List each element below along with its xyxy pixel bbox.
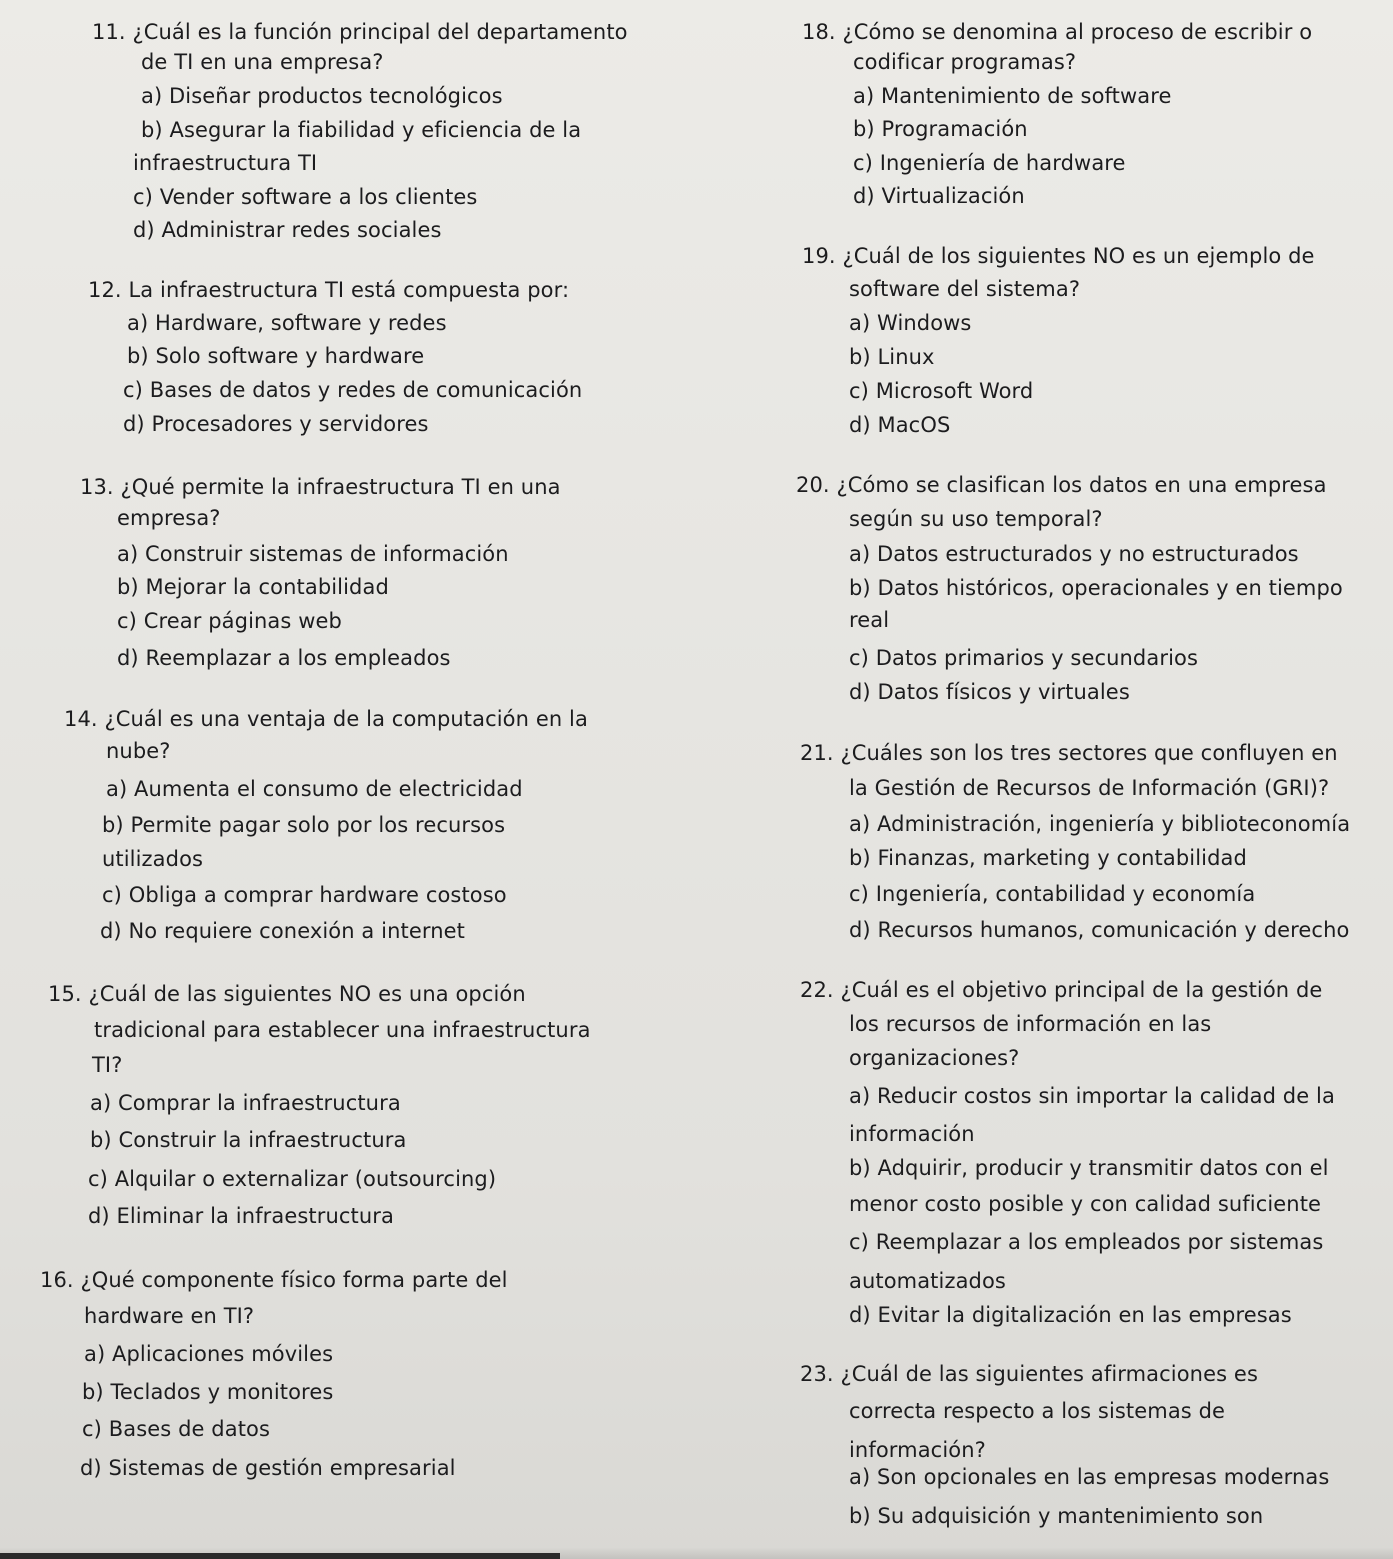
answer-option-c: c) Datos primarios y secundarios xyxy=(849,646,1198,670)
answer-option-a: a) Datos estructurados y no estructurados xyxy=(849,542,1299,566)
answer-option-b-cont: utilizados xyxy=(102,847,204,871)
answer-option-b: b) Solo software y hardware xyxy=(127,344,425,368)
answer-option-c: c) Obliga a comprar hardware costoso xyxy=(102,883,507,907)
question-text: empresa? xyxy=(117,506,221,530)
question-text: TI? xyxy=(92,1053,123,1077)
answer-option-c-cont: automatizados xyxy=(849,1269,1006,1293)
answer-option-c: c) Ingeniería de hardware xyxy=(853,151,1126,175)
question-text: de TI en una empresa? xyxy=(141,50,384,74)
question-text: 22. ¿Cuál es el objetivo principal de la gestión de xyxy=(800,978,1323,1002)
question-text: 18. ¿Cómo se denomina al proceso de escribir o xyxy=(802,20,1313,44)
answer-option-a: a) Reducir costos sin importar la calidad de la xyxy=(849,1084,1335,1108)
question-text: nube? xyxy=(106,739,171,763)
question-text: los recursos de información en las xyxy=(849,1012,1212,1036)
answer-option-b: b) Construir la infraestructura xyxy=(90,1128,407,1152)
question-text: software del sistema? xyxy=(849,277,1081,301)
question-text: 13. ¿Qué permite la infraestructura TI en una xyxy=(80,475,561,499)
answer-option-a: a) Hardware, software y redes xyxy=(127,311,447,335)
question-text: 12. La infraestructura TI está compuesta por: xyxy=(88,278,570,302)
answer-option-d: d) Procesadores y servidores xyxy=(123,412,429,436)
answer-option-d: d) Recursos humanos, comunicación y derecho xyxy=(849,918,1350,942)
answer-option-a: a) Comprar la infraestructura xyxy=(90,1091,401,1115)
answer-option-d: d) Eliminar la infraestructura xyxy=(88,1204,394,1228)
answer-option-a: a) Administración, ingeniería y biblioteconomía xyxy=(849,812,1351,836)
answer-option-a: a) Mantenimiento de software xyxy=(853,84,1172,108)
question-text: 19. ¿Cuál de los siguientes NO es un ejemplo de xyxy=(802,244,1315,268)
answer-option-b: b) Linux xyxy=(849,345,935,369)
answer-option-c: c) Vender software a los clientes xyxy=(133,185,478,209)
answer-option-a: a) Aplicaciones móviles xyxy=(84,1342,334,1366)
answer-option-d: d) Evitar la digitalización en las empresas xyxy=(849,1303,1292,1327)
answer-option-a: a) Construir sistemas de información xyxy=(117,542,509,566)
answer-option-a: a) Son opcionales en las empresas modernas xyxy=(849,1465,1330,1489)
answer-option-b-cont: infraestructura TI xyxy=(133,151,318,175)
answer-option-a-cont: información xyxy=(849,1122,975,1146)
question-text: organizaciones? xyxy=(849,1046,1020,1070)
answer-option-d: d) Reemplazar a los empleados xyxy=(117,646,451,670)
question-text: la Gestión de Recursos de Información (GRI)? xyxy=(849,776,1330,800)
answer-option-c: c) Alquilar o externalizar (outsourcing) xyxy=(88,1167,497,1191)
answer-option-b: b) Permite pagar solo por los recursos xyxy=(102,813,506,837)
answer-option-c: c) Microsoft Word xyxy=(849,379,1034,403)
answer-option-b-cont: menor costo posible y con calidad suficiente xyxy=(849,1192,1322,1216)
answer-option-d: d) Administrar redes sociales xyxy=(133,218,442,242)
answer-option-b: b) Mejorar la contabilidad xyxy=(117,575,389,599)
answer-option-c: c) Crear páginas web xyxy=(117,609,342,633)
question-text: correcta respecto a los sistemas de xyxy=(849,1399,1226,1423)
answer-option-a: a) Windows xyxy=(849,311,972,335)
question-text: 23. ¿Cuál de las siguientes afirmaciones es xyxy=(800,1362,1258,1386)
question-text: información? xyxy=(849,1438,986,1462)
answer-option-c: c) Bases de datos xyxy=(82,1417,271,1441)
answer-option-d: d) No requiere conexión a internet xyxy=(100,919,466,943)
answer-option-c: c) Reemplazar a los empleados por sistemas xyxy=(849,1230,1324,1254)
answer-option-b: b) Asegurar la fiabilidad y eficiencia de la xyxy=(141,118,582,142)
answer-option-d: d) Datos físicos y virtuales xyxy=(849,680,1130,704)
answer-option-d: d) MacOS xyxy=(849,413,951,437)
answer-option-b: b) Teclados y monitores xyxy=(82,1380,334,1404)
answer-option-b: b) Su adquisición y mantenimiento son xyxy=(849,1504,1264,1528)
question-text: 15. ¿Cuál de las siguientes NO es una opción xyxy=(48,982,526,1006)
answer-option-b: b) Programación xyxy=(853,117,1028,141)
answer-option-c: c) Ingeniería, contabilidad y economía xyxy=(849,882,1256,906)
answer-option-b: b) Adquirir, producir y transmitir datos con el xyxy=(849,1156,1329,1180)
question-text: 16. ¿Qué componente físico forma parte del xyxy=(40,1268,508,1292)
answer-option-d: d) Virtualización xyxy=(853,184,1025,208)
question-text: 11. ¿Cuál es la función principal del departamento xyxy=(92,20,628,44)
question-text: codificar programas? xyxy=(853,50,1077,74)
answer-option-c: c) Bases de datos y redes de comunicación xyxy=(123,378,583,402)
answer-option-b: b) Finanzas, marketing y contabilidad xyxy=(849,846,1247,870)
question-text: tradicional para establecer una infraestructura xyxy=(94,1018,591,1042)
answer-option-a: a) Diseñar productos tecnológicos xyxy=(141,84,503,108)
question-text: 14. ¿Cuál es una ventaja de la computación en la xyxy=(64,707,588,731)
question-text: 21. ¿Cuáles son los tres sectores que confluyen en xyxy=(800,741,1338,765)
question-text: hardware en TI? xyxy=(84,1304,255,1328)
question-text: según su uso temporal? xyxy=(849,507,1103,531)
answer-option-a: a) Aumenta el consumo de electricidad xyxy=(106,777,523,801)
paper-bottom-edge xyxy=(0,1553,560,1559)
answer-option-d: d) Sistemas de gestión empresarial xyxy=(80,1456,456,1480)
question-text: 20. ¿Cómo se clasifican los datos en una empresa xyxy=(796,473,1327,497)
answer-option-b-cont: real xyxy=(849,608,890,632)
answer-option-b: b) Datos históricos, operacionales y en tiempo xyxy=(849,576,1343,600)
